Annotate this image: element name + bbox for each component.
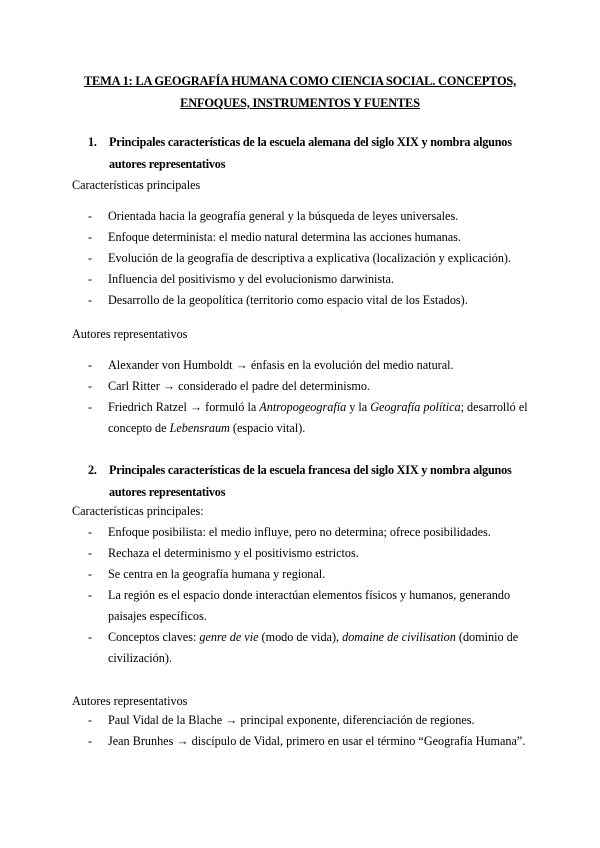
list-item-ratzel: - Friedrich Ratzel → formuló la Antropogeografía y la Geografía política; desarrolló el concepto de Lebensraum (espacio vital).	[88, 400, 528, 435]
list-item: - Alexander von Humboldt → énfasis en la evolución del medio natural.	[88, 358, 454, 372]
list-item: - Orientada hacia la geografía general y la búsqueda de leyes universales.	[88, 209, 459, 223]
list-item: - Enfoque posibilista: el medio influye, pero no determina; ofrece posibilidades.	[88, 525, 491, 539]
list-item: - Enfoque determinista: el medio natural determina las acciones humanas.	[88, 230, 461, 244]
section-1-heading	[88, 131, 538, 175]
list-item: - Se centra en la geografía humana y regional.	[88, 567, 326, 581]
list-item: - Influencia del positivismo y del evolucionismo darwinista.	[88, 272, 395, 286]
section-2-authors-label: Autores representativos	[72, 694, 188, 708]
list-item: - Desarrollo de la geopolítica (territorio como espacio vital de los Estados).	[88, 293, 468, 307]
section-2-heading-text: Principales características de la escuela francesa del siglo XIX y nombra algunos autores representativos	[109, 463, 512, 499]
document-title: TEMA 1: LA GEOGRAFÍA HUMANA COMO CIENCIA SOCIAL. CONCEPTOS, ENFOQUES, INSTRUMENTOS Y FUENTES	[83, 74, 517, 110]
list-item: - Carl Ritter → considerado el padre del determinismo.	[88, 379, 370, 393]
list-item: - La región es el espacio donde interactúan elementos físicos y humanos, generando paisajes específicos.	[88, 588, 511, 623]
list-item: - Rechaza el determinismo y el positivismo estrictos.	[88, 546, 359, 560]
list-item: - Paul Vidal de la Blache → principal exponente, diferenciación de regiones.	[88, 713, 475, 727]
section-1-characteristics-label: Características principales	[72, 178, 201, 192]
section-2-characteristics-label: Características principales:	[72, 504, 204, 518]
section-2-heading	[88, 459, 538, 503]
section-1-authors-label: Autores representativos	[72, 327, 188, 341]
section-2-number: 2.	[88, 463, 97, 477]
section-1-number: 1.	[88, 135, 97, 149]
section-1-heading-text: Principales características de la escuela alemana del siglo XIX y nombra algunos autores representativos	[109, 135, 512, 171]
list-item-concepts: - Conceptos claves: genre de vie (modo de vida), domaine de civilisation (dominio de civilización).	[88, 630, 519, 665]
list-item: - Jean Brunhes → discípulo de Vidal, primero en usar el término “Geografía Humana”.	[88, 734, 526, 748]
list-item: - Evolución de la geografía de descriptiva a explicativa (localización y explicación).	[88, 251, 512, 265]
